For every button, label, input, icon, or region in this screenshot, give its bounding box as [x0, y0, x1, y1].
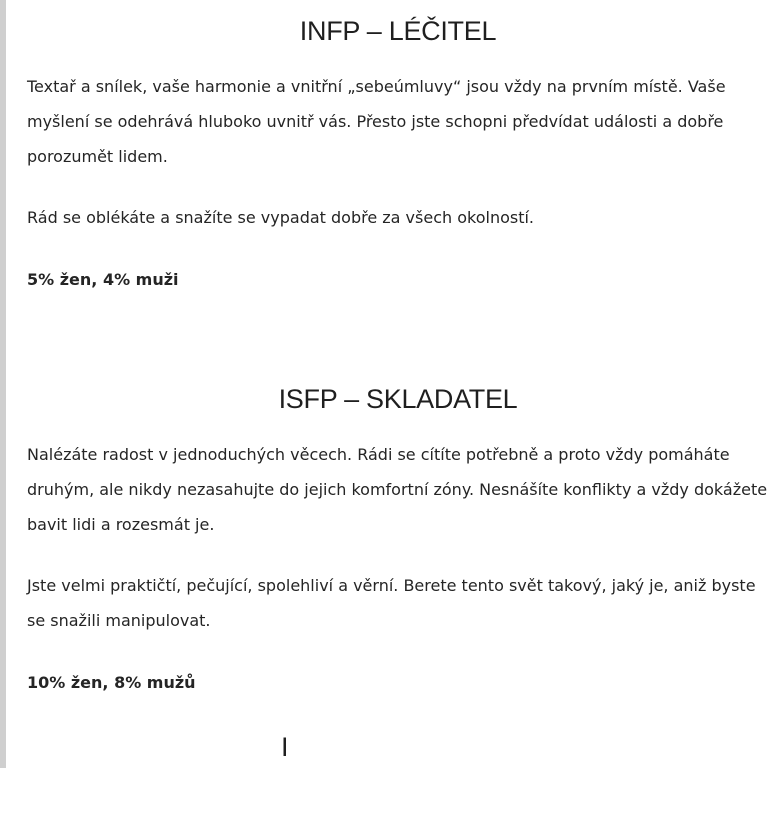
next-section-title-cropped — [281, 730, 321, 762]
next-section-title-fragment: I — [281, 732, 289, 762]
left-border — [0, 0, 6, 768]
infp-paragraph-2: Rád se oblékáte a snažíte se vypadat dobře za všech okolností. — [27, 208, 535, 227]
isfp-paragraph-2: Jste velmi praktičtí, pečující, spolehliví a věrní. Berete tento svět takový, jaký je, aniž byste se snažili manipulovat. — [27, 576, 756, 630]
infp-paragraph-1: Textař a snílek, vaše harmonie a vnitřní „sebeúmluvy“ jsou vždy na prvním místě. Vaše myšlení se odehrává hluboko uvnitř vás. Přesto jste schopni předvídat události a dobře porozumět lidem. — [27, 77, 726, 166]
section-title-isfp: ISFP – SKLADATEL — [278, 384, 518, 414]
infp-stat: 5% žen, 4% muži — [27, 270, 179, 289]
section-title-infp: INFP – LÉČITEL — [299, 16, 497, 46]
isfp-stat: 10% žen, 8% mužů — [27, 673, 196, 692]
isfp-paragraph-1: Nalézáte radost v jednoduchých věcech. Rádi se cítíte potřebně a proto vždy pomáháte druhým, ale nikdy nezasahujte do jejich komfortní zóny. Nesnášíte konflikty a vždy dokážete bavit lidi a rozesmát je. — [27, 445, 768, 534]
